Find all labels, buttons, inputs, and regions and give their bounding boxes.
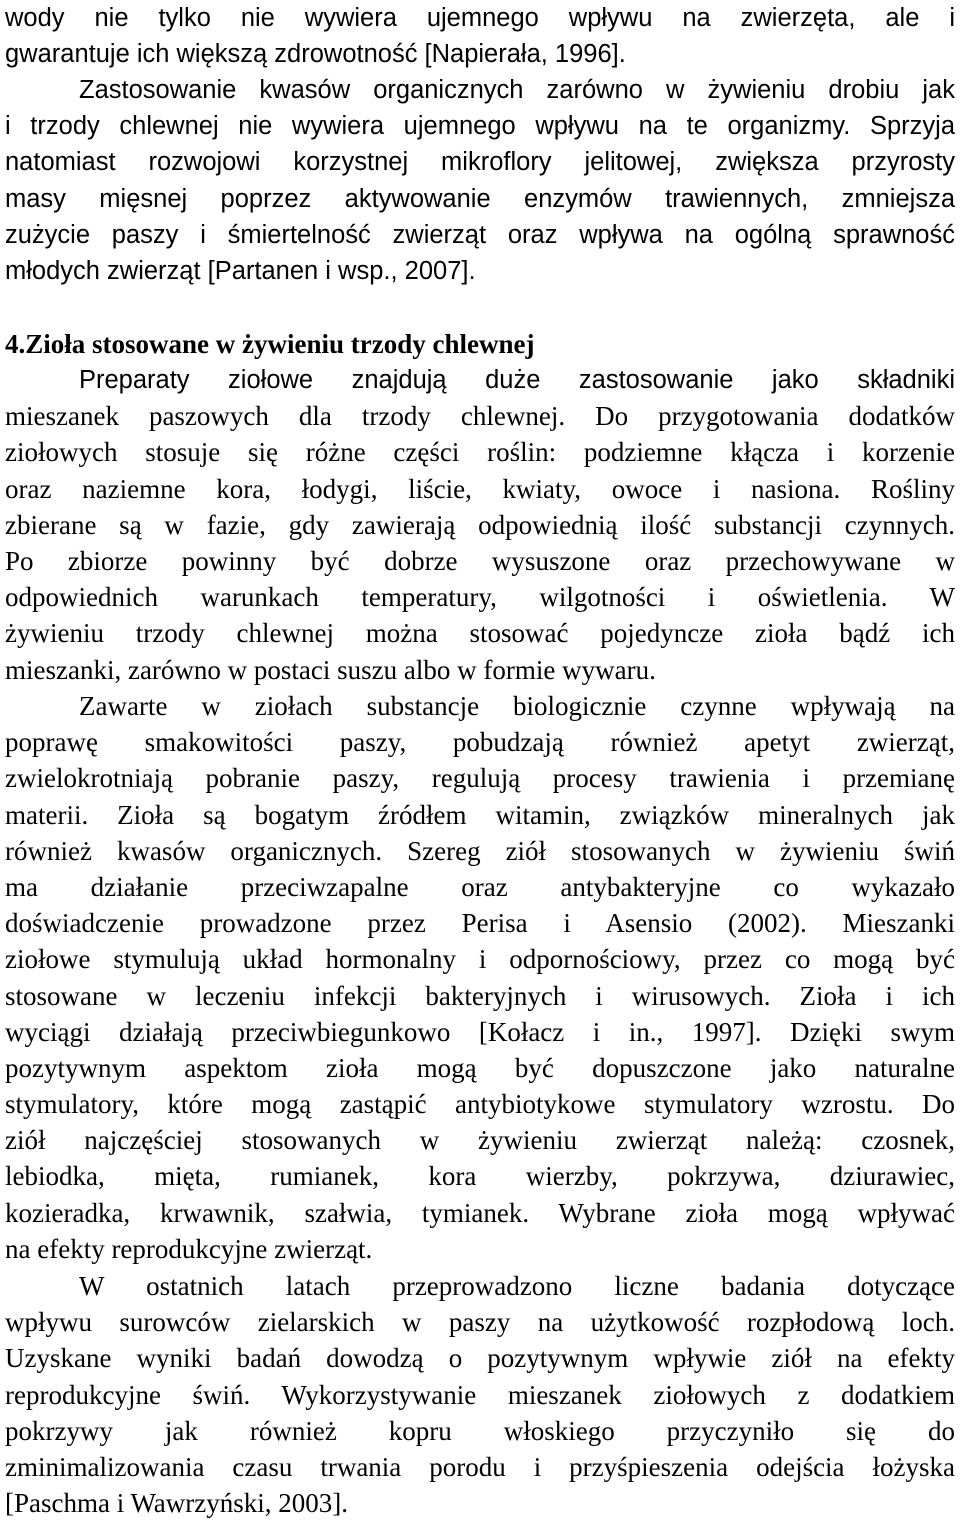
text-line bbox=[5, 1268, 955, 1304]
text-line: zbierane są w fazie, gdy zawierają odpowiednią ilość substancji czynnych. bbox=[5, 509, 955, 540]
text-line: odpowiednich warunkach temperatury, wilgotności i oświetlenia. W bbox=[5, 582, 955, 613]
text-line bbox=[5, 108, 955, 144]
paragraph-herbal-preparations bbox=[5, 362, 955, 688]
text-line: poprawę smakowitości paszy, pobudzają również apetyt zwierząt, bbox=[5, 727, 955, 758]
paragraph-organic-acids bbox=[5, 72, 955, 289]
text-line: na efekty reprodukcyjne zwierząt. bbox=[5, 1233, 373, 1264]
text-line: wyciągi działają przeciwbiegunkowo [Kołacz i in., 1997]. Dzięki swym bbox=[5, 1016, 955, 1047]
text-line: [Paschma i Wawrzyński, 2003]. bbox=[5, 1488, 349, 1519]
text-line: oraz naziemne kora, łodygi, liście, kwiaty, owoce i nasiona. Rośliny bbox=[5, 473, 955, 504]
section-heading: 4.Zioła stosowane w żywieniu trzody chlewnej bbox=[5, 329, 535, 359]
text-line: ziołowe stymulują układ hormonalny i odpornościowy, przez co mogą być bbox=[5, 944, 955, 975]
text-line: doświadczenie prowadzone przez Perisa i Asensio (2002). Mieszanki bbox=[5, 908, 955, 939]
text-line: również kwasów organicznych. Szereg ziół stosowanych w żywieniu świń bbox=[5, 835, 955, 866]
text-line: stymulatory, które mogą zastąpić antybiotykowe stymulatory wzrostu. Do bbox=[5, 1089, 955, 1120]
text-line: stosowane w leczeniu infekcji bakteryjnych i wirusowych. Zioła i ich bbox=[5, 980, 955, 1011]
text-line: młodych zwierząt [Partanen i wsp., 2007]. bbox=[5, 256, 476, 285]
text-line: ziołowych stosuje się różne części roślin: podziemne kłącza i korzenie bbox=[5, 437, 955, 468]
text-line: reprodukcyjne świń. Wykorzystywanie mieszanek ziołowych z dodatkiem bbox=[5, 1379, 955, 1410]
paragraph-reproduction-studies bbox=[5, 1268, 955, 1521]
text-line-content: Zawarte w ziołach substancje biologicznie czynne wpływają na bbox=[79, 691, 955, 721]
text-line: ma działanie przeciwzapalne oraz antybakteryjne co wykazało bbox=[5, 871, 955, 902]
text-line: zminimalizowania czasu trwania porodu i przyśpieszenia odejścia łożyska bbox=[5, 1451, 955, 1482]
text-line: pozytywnym aspektom zioła mogą być dopuszczone jako naturalne bbox=[5, 1052, 955, 1083]
text-line: lebiodka, mięta, rumianek, kora wierzby, pokrzywa, dziurawiec, bbox=[5, 1161, 955, 1192]
text-line: zwielokrotniają pobranie paszy, regulują procesy trawienia i przemianę bbox=[5, 763, 955, 794]
text-line: gwarantuje ich większą zdrowotność [Napierała, 1996]. bbox=[5, 40, 626, 69]
text-line: natomiast rozwojowi korzystnej mikroflory jelitowej, zwiększa przyrosty bbox=[5, 148, 955, 177]
text-line: masy mięsnej poprzez aktywowanie enzymów trawiennych, zmniejsza bbox=[5, 184, 955, 213]
paragraph-active-substances bbox=[5, 688, 955, 1267]
text-line bbox=[5, 72, 955, 108]
text-line: kozieradka, krwawnik, szałwia, tymianek. Wybrane zioła mogą wpływać bbox=[5, 1197, 955, 1228]
text-line: materii. Zioła są bogatym źródłem witamin, związków mineralnych jak bbox=[5, 799, 955, 830]
text-line-content: i trzody chlewnej nie wywiera ujemnego wpływu na te organizmy. bbox=[5, 112, 851, 141]
text-line: mieszanki, zarówno w postaci suszu albo w formie wywaru. bbox=[5, 654, 656, 685]
text-line bbox=[5, 362, 955, 398]
text-line: żywieniu trzody chlewnej można stosować pojedyncze zioła bądź ich bbox=[5, 618, 955, 649]
text-line-content: W ostatnich latach przeprowadzono liczne badania dotyczące bbox=[79, 1271, 955, 1301]
text-line: pokrzywy jak również kopru włoskiego przyczyniło się do bbox=[5, 1415, 955, 1446]
text-line: wody nie tylko nie wywiera ujemnego wpływu na zwierzęta, ale i bbox=[5, 4, 955, 32]
text-line-content: Preparaty ziołowe znajdują duże zastosowanie jako składniki bbox=[79, 366, 955, 394]
text-line: zużycie paszy i śmiertelność zwierząt oraz wpływa na ogólną sprawność bbox=[5, 220, 955, 249]
text-line: ziół najczęściej stosowanych w żywieniu zwierząt należą: czosnek, bbox=[5, 1125, 955, 1156]
text-line: Po zbiorze powinny być dobrze wysuszone oraz przechowywane w bbox=[5, 545, 955, 576]
text-line bbox=[5, 688, 955, 724]
text-line-content: Zastosowanie kwasów organicznych zarówno w żywieniu drobiu jak bbox=[79, 76, 955, 104]
text-line: Uzyskane wyniki badań dowodzą o pozytywnym wpływie ziół na efekty bbox=[5, 1343, 955, 1374]
text-line-content: Sprzyja bbox=[869, 112, 955, 141]
text-line: mieszanek paszowych dla trzody chlewnej. Do przygotowania dodatków bbox=[5, 401, 955, 432]
paragraph-continuation bbox=[5, 0, 955, 72]
text-line: wpływu surowców zielarskich w paszy na użytkowość rozpłodową loch. bbox=[5, 1307, 955, 1338]
